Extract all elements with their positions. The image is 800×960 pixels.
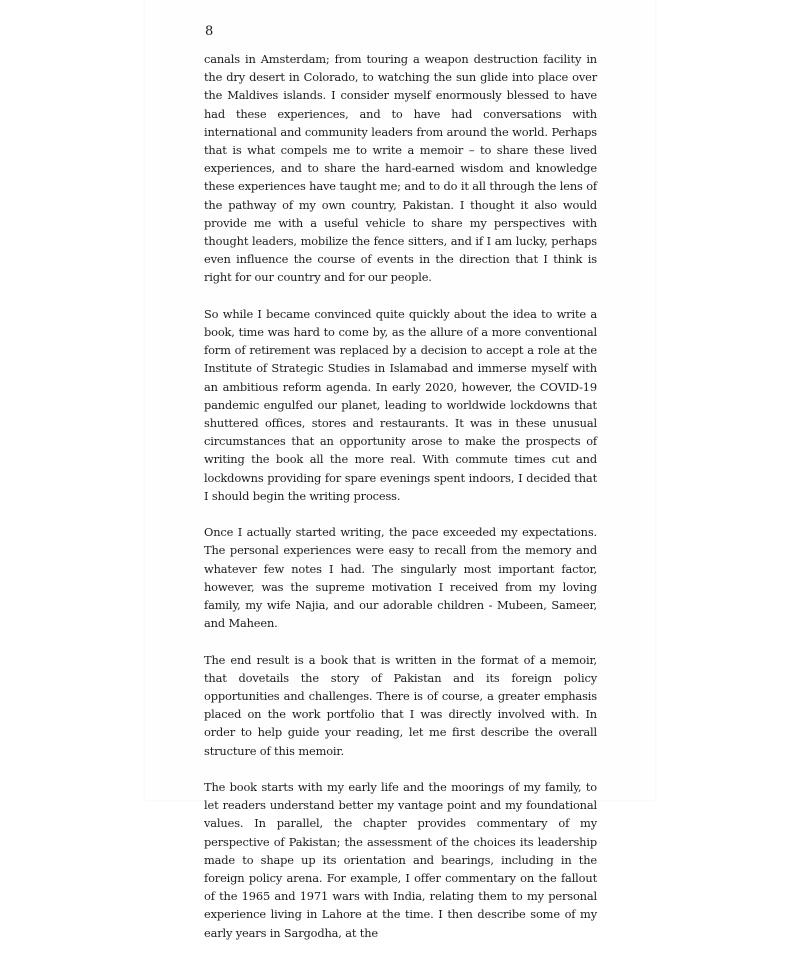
paragraph-1: canals in Amsterdam; from touring a weapon destruction facility in the dry desert in Colorado, to watching the sun glide into place over the Maldives islands. I consider myself enormously blessed to have had these experiences, and to have had conversations with international and community leaders from around the world. Perhaps that is what compels me to write a memoir – to share these lived experiences, and to share the hard-earned wisdom and knowledge these experiences have taught me; and to do it all through the lens of the pathway of my own country, Pakistan. I thought it also would provide me with a useful vehicle to share my perspectives with thought leaders, mobilize the fence sitters, and if I am lucky, perhaps even influence the course of events in the direction that I think is right for our country and for our people. (204, 52, 597, 285)
page-body-text (204, 50, 597, 960)
paragraph-2: So while I became convinced quite quickly about the idea to write a book, time was hard to come by, as the allure of a more conventional form of retirement was replaced by a decision to accept a role at the Institute of Strategic Studies in Islamabad and immerse myself with an ambitious reform agenda. In early 2020, however, the COVID-19 pandemic engulfed our planet, leading to worldwide lockdowns that shuttered offices, stores and restaurants. It was in these unusual circumstances that an opportunity arose to make the prospects of writing the book all the more real. With commute times cut and lockdowns providing for spare evenings spent indoors, I decided that I should begin the writing process. (204, 306, 597, 503)
paragraph-4: The end result is a book that is written in the format of a memoir, that dovetails the story of Pakistan and its foreign policy opportunities and challenges. There is of course, a greater emphasis placed on the work portfolio that I was directly involved with. In order to help guide your reading, let me first describe the overall structure of this memoir. (204, 652, 597, 758)
paragraph-3: Once I actually started writing, the pace exceeded my expectations. The personal experiences were easy to recall from the memory and whatever few notes I had. The singularly most important factor, however, was the supreme motivation I received from my loving family, my wife Najia, and our adorable children - Mubeen, Sameer, and Maheen. (204, 525, 597, 631)
paragraph-5: The book starts with my early life and the moorings of my family, to let readers understand better my vantage point and my foundational values. In parallel, the chapter provides commentary of my perspective of Pakistan; the assessment of the choices its leadership made to shape up its orientation and bearings, including in the foreign policy arena. For example, I offer commentary on the fallout of the 1965 and 1971 wars with India, relating them to my personal experience living in Lahore at the time. I then describe some of my early years in Sargodha, at the (204, 780, 597, 940)
page-number: 8 (205, 24, 214, 39)
